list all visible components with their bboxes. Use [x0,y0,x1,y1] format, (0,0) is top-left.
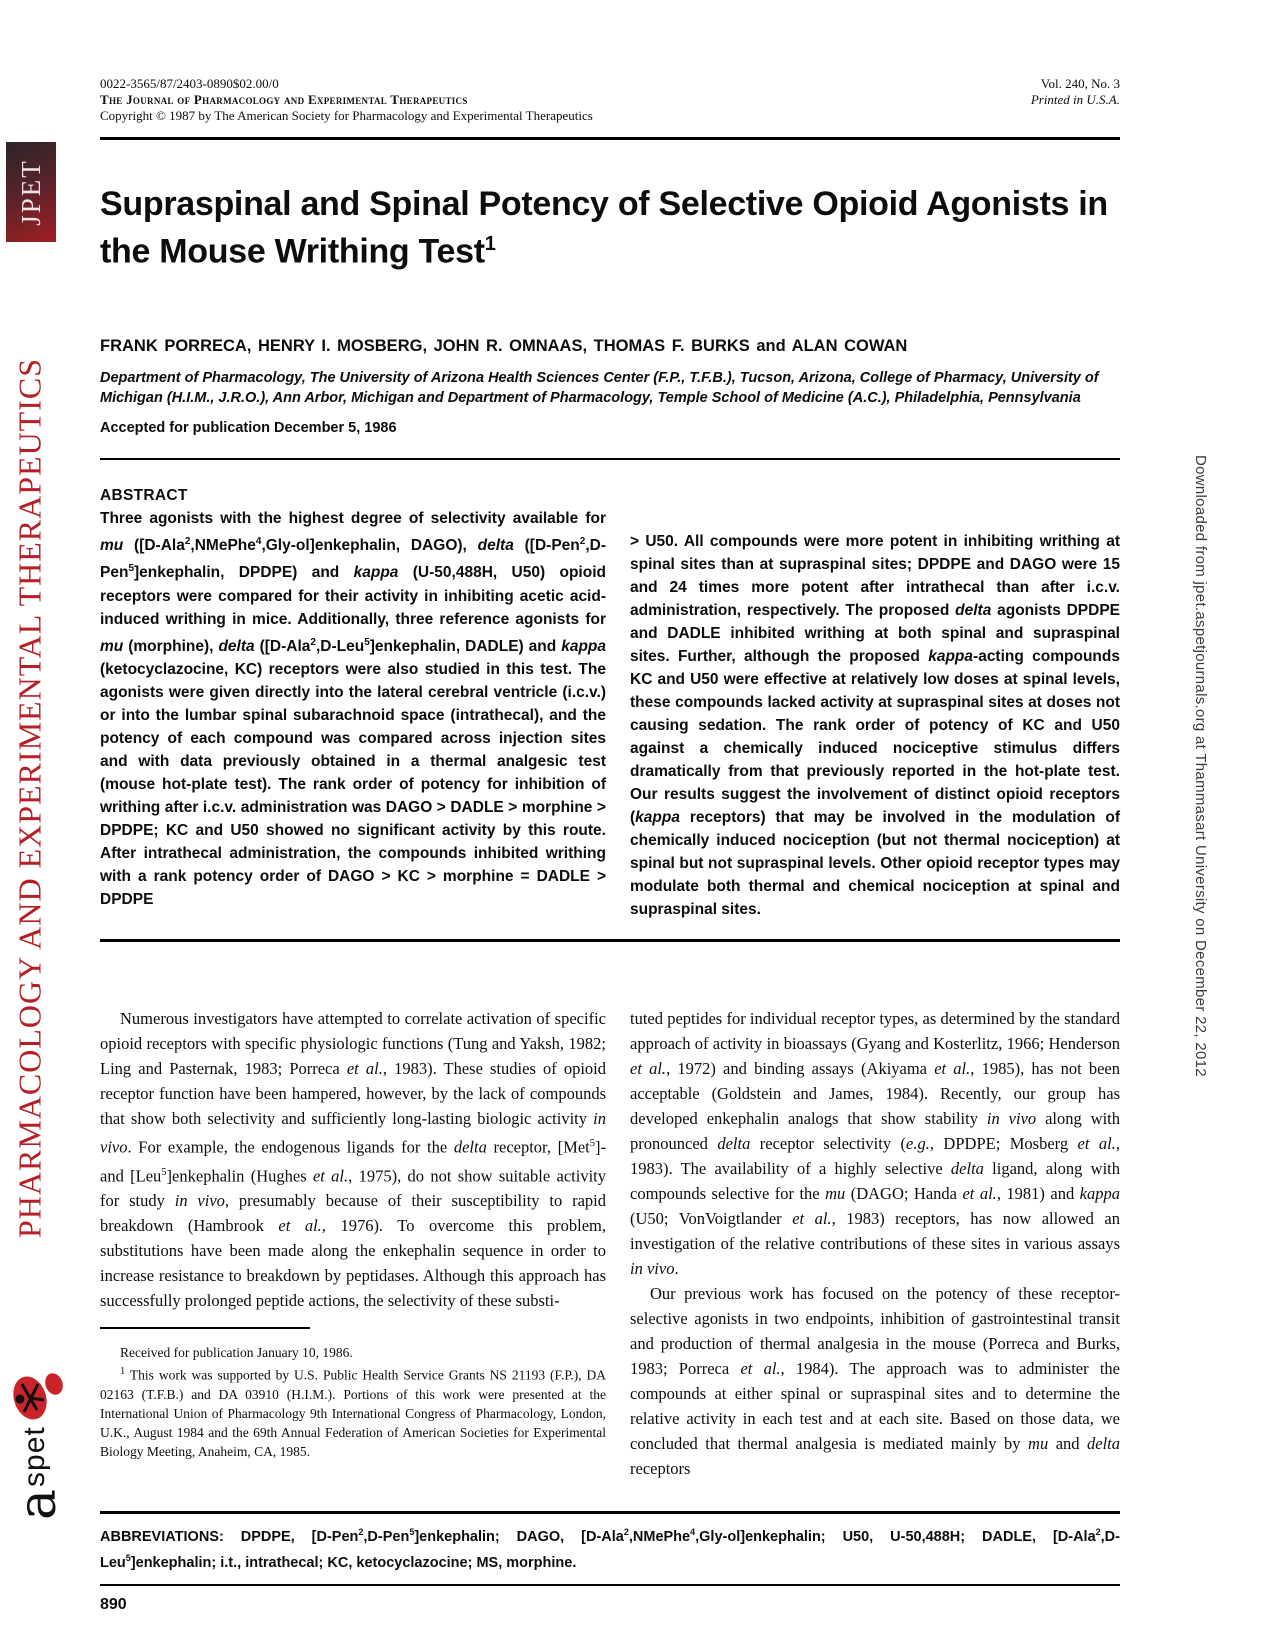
body-paragraph-2: tuted peptides for individual receptor types, as determined by the standard approach of activity in bioassays (Gyang and Kosterlitz, 1966; Henderson et al., 1972) and binding assays (Akiyama et al., 1985), has not been acceptable (Goldstein and James, 1984). Recently, our group has developed enkephalin analogs that show stability in vivo along with pronounced delta receptor selectivity (e.g., DPDPE; Mosberg et al., 1983). The availability of a highly selective delta ligand, along with compounds selective for the mu (DAGO; Handa et al., 1981) and kappa (U50; VonVoigtlander et al., 1983) receptors, has now allowed an investigation of the relative contributions of these sites in various assays in vivo. [630,1009,1121,1279]
page-number: 890 [100,1595,127,1613]
abstract-heading: ABSTRACT [100,487,188,505]
accepted-note: Accepted for publication December 5, 1986 [100,420,397,437]
printed-line: Printed in U.S.A. [1030,92,1120,107]
copyright-line: Copyright © 1987 by The American Society for Pharmacology and Experimental Therapeutics [100,108,593,123]
body-section [100,1006,1120,1481]
masthead [100,76,1120,124]
body-column-1 [100,1006,606,1481]
abbreviations-label: ABBREVIATIONS: [100,1529,224,1546]
article-content [100,0,1120,1614]
download-watermark: Downloaded from jpet.aspetjournals.org at Thammasart University on December 22, 2012 [1192,455,1209,1077]
affiliation-line: Department of Pharmacology, The University of Arizona Health Sciences Center (F.P., T.F.B.), Tucson, Arizona, College of Pharmacy, University of Michigan (H.I.M., J.R.O.), Ann Arbor, Michigan and Department of Pharmacology, Temple School of Medicine (A.C.), Philadelphia, Pennsylvania [100,370,1099,407]
abstract-column-1 [100,484,606,921]
journal-name-line: The Journal of Pharmacology and Experimental Therapeutics [100,92,468,107]
masthead-left [100,76,593,124]
abstract-column-2 [630,484,1120,921]
body-column-2 [630,1006,1120,1481]
aspet-logo-text: spet [18,1426,51,1487]
masthead-divider [100,137,1120,140]
abstract-section [100,484,1120,921]
intro-paragraph: Numerous investigators have attempted to correlate activation of specific opioid receptors with specific physiologic functions (Tung and Yaksh, 1982; Ling and Pasternak, 1983; Porreca et al., 1983). These studies of opioid receptor function have been hampered, however, by the lack of compounds that show both selectivity and sufficiently long-lasting biologic activity in vivo. For example, the endogenous ligands for the delta receptor, [Met$^5$]- and [Leu$^5$]enkephalin (Hughes et al., 1975), do not show suitable activity for study in vivo, presumably because of their susceptibility to rapid breakdown (Hambrook et al., 1976). To overcome this problem, substitutions have been made along the enkephalin sequence in order to increase resistance to breakdown by peptidases. Although this approach has successfully prolonged peptide actions, the selectivity of these substi- [100,1009,607,1311]
journal-vertical-text: PHARMACOLOGY AND EXPERIMENTAL THERAPEUTICS [11,357,48,1239]
authors-line: FRANK PORRECA, HENRY I. MOSBERG, JOHN R. OMNAAS, THOMAS F. BURKS and ALAN COWAN [100,337,908,356]
issn-line: 0022-3565/87/2403-0890$02.00/0 [100,76,279,91]
abbreviations-text: DPDPE, [D-Pen$^2$,D-Pen$^5$]enkephalin; DAGO, [D-Ala$^2$,NMePhe$^4$,Gly-ol]enkephalin; U50, U-50,488H; DADLE, [D-Ala$^2$,D-Leu$^5$]enkephalin; i.t., intrathecal; KC, ketocyclazocine; MS, morphine. [100,1527,1120,1571]
jpet-logo [6,142,56,242]
abstract-bottom-divider [100,939,1120,942]
masthead-right [1031,76,1120,108]
abbreviations-bar [100,1511,1120,1586]
volume-line: Vol. 240, No. 3 [1040,76,1120,91]
footnote-divider [100,1327,310,1329]
abstract-text-2: > U50. All compounds were more potent in inhibiting writhing at spinal sites than at supraspinal sites; DPDPE and DAGO were 15 and 24 times more potent after intrathecal than after i.c.v. administration, respectively. The proposed delta agonists DPDPE and DADLE inhibited writhing at both spinal and supraspinal sites. Further, although the proposed kappa-acting compounds KC and U50 were effective at relatively low doses at spinal levels, these compounds lacked activity at supraspinal sites at doses not causing sedation. The rank order of potency of KC and U50 against a chemically induced nociceptive stimulus differs dramatically from that previously reported in the hot-plate test. Our results suggest the involvement of distinct opioid receptors (kappa receptors) that may be involved in the modulation of chemically induced nociception (but not thermal nociception) at spinal but not supraspinal levels. Other opioid receptor types may modulate both thermal and chemical nociception at spinal and supraspinal sites. [630,533,1121,919]
footnote-received: Received for publication January 10, 1986. [120,1345,353,1361]
aspet-logo [6,1340,70,1520]
article-title: Supraspinal and Spinal Potency of Selective Opioid Agonists in the Mouse Writhing Test$^1$ [100,185,1108,271]
body-paragraph-3: Our previous work has focused on the potency of these receptor-selective agonists in two endpoints, inhibition of gastrointestinal transit and production of thermal analgesia in the mouse (Porreca and Burks, 1983; Porreca et al., 1984). The approach was to administer the compounds at either spinal or supraspinal sites and to determine the relative activity in each test and at each site. Based on those data, we concluded that thermal analgesia is mediated mainly by mu and delta receptors [630,1284,1120,1479]
footnote-block [100,1343,606,1461]
footnote-grant: $^1$ This work was supported by U.S. Public Health Service Grants NS 21193 (F.P.), DA 02163 (T.F.B.) and DA 03910 (H.I.M.). Portions of this work were presented at the International Union of Pharmacology 9th International Congress of Pharmacology, London, U.K., August 1984 and the 69th Annual Federation of American Societies for Experimental Biology Meeting, Anaheim, CA, 1985. [100,1366,606,1459]
aspet-emblem-icon [10,1372,66,1424]
aspet-logo-a: a [8,1488,68,1520]
abstract-top-divider [100,458,1120,460]
jpet-logo-label: JPET [15,158,46,226]
abstract-text-1: Three agonists with the highest degree of selectivity available for mu ([D-Ala$^2$,NMePhe$^4$,Gly-ol]enkephalin, DAGO), delta ([D-Pen$^2$,D-Pen$^5$]enkephalin, DPDPE) and kappa (U-50,488H, U50) opioid receptors were compared for their activity in inhibiting acetic acid-induced writhing in mice. Additionally, three reference agonists for mu (morphine), delta ([D-Ala$^2$,D-Leu$^5$]enkephalin, DADLE) and kappa (ketocyclazocine, KC) receptors were also studied in this test. The agonists were given directly into the lateral cerebral ventricle (i.c.v.) or into the lumbar spinal subarachnoid space (intrathecal), and the potency of each compound was compared across injection sites and with data previously obtained in a thermal analgesic test (mouse hot-plate test). The rank order of potency for inhibition of writhing after i.c.v. administration was DAGO > DADLE > morphine > DPDPE; KC and U50 showed no significant activity by this route. After intrathecal administration, the compounds inhibited writhing with a rank potency order of DAGO > KC > morphine = DADLE > DPDPE [100,510,607,908]
